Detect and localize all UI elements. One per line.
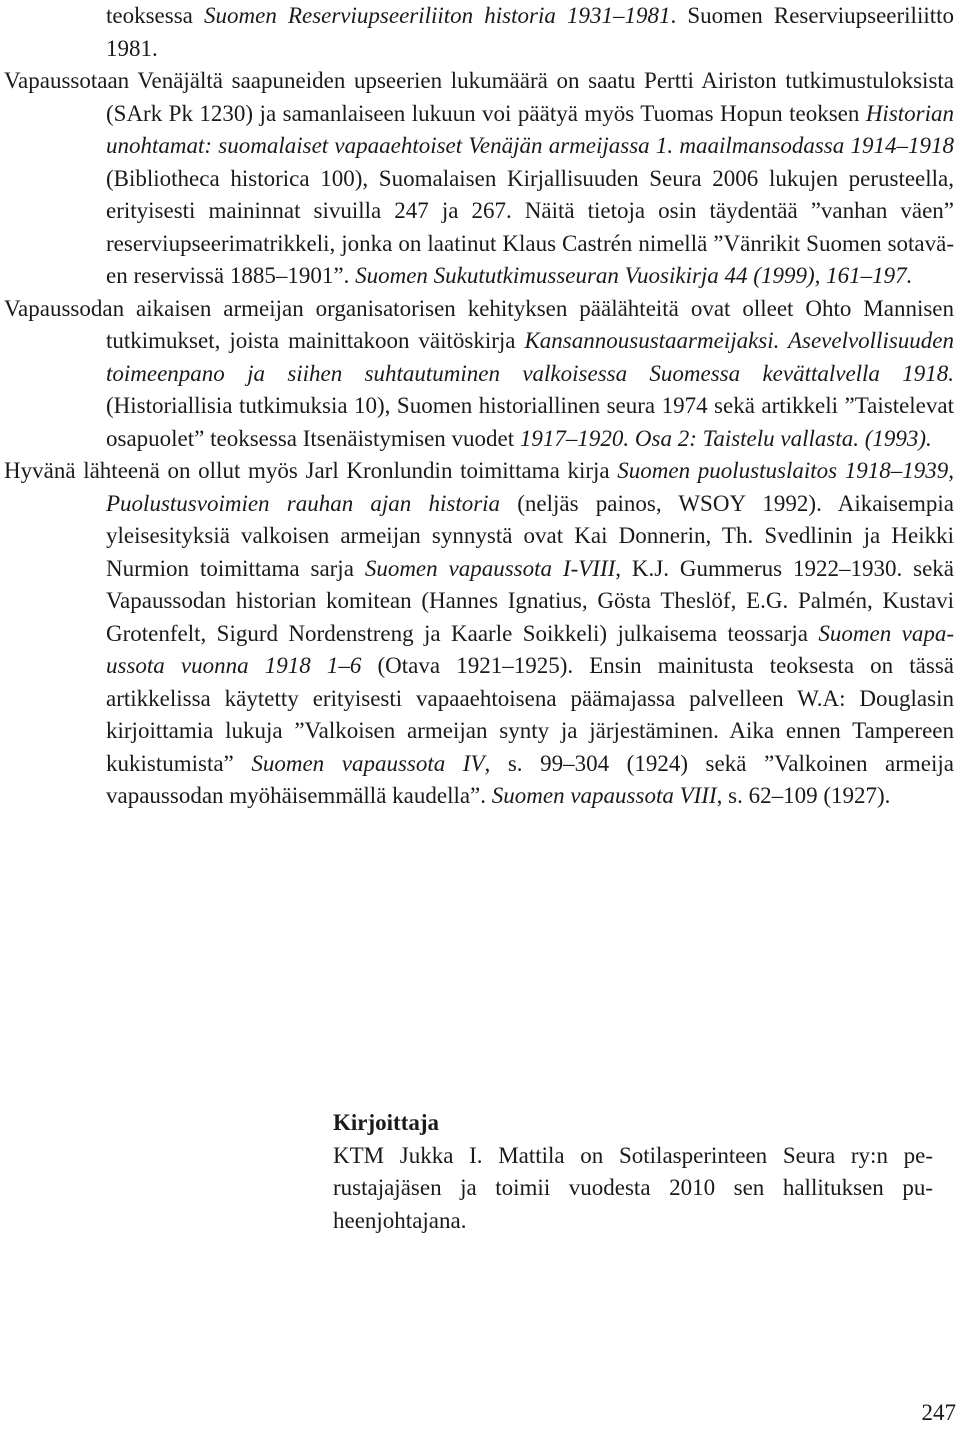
reference-title-italic: Suomen vapaussota I-VIII <box>364 555 616 581</box>
reference-list <box>4 0 954 813</box>
reference-text: , s. 62–109 (1927). <box>716 783 891 808</box>
reference-title-italic: Suomen Sukututkimusseuran Vuosikirja 44 (1999), 161–197. <box>355 263 913 288</box>
page-number: 247 <box>921 1400 956 1425</box>
reference-title-italic: Suomen vapaussota IV <box>251 750 485 776</box>
reference-text: Vapaussotaan Venäjältä saapuneiden upseerien lukumäärä on saatu Pertti Airiston tutkimustuloksista (SArk Pk 1230) ja samanlaiseen lukuun voi päätyä myös Tuomas Hopun teoksen <box>4 68 954 126</box>
reference-title-italic: Suomen vapaussota VIII <box>491 783 717 808</box>
reference-entry <box>4 455 954 813</box>
reference-text: (Bibliotheca historica 100), Suomalaisen Kirjallisuuden Seura 2006 lukujen perusteella, erityisesti maininnat sivuilla 247 ja 267. Näitä tietoja osin täydentää ”vanhan väen” reserviupseerimatrikkeli, jonka on laatinut Klaus Castrén nimellä ”Vänrikit Suomen sotaväen reservissä 1885–1901”. <box>106 165 954 288</box>
reference-text: , s. 99–304 (1924) sekä ”Valkoinen armeija vapaussodan myöhäisemmällä kaudella”. <box>106 750 954 808</box>
reference-text: Vapaussodan aikaisen armeijan organisatorisen kehityksen päälähteitä ovat olleet Ohto Mannisen tutkimukset, joista mainittakoon väitöskirja <box>4 295 954 353</box>
reference-entry <box>4 65 954 293</box>
reference-title-italic: Suomen vapaussota vuonna 1918 1–6 <box>106 620 954 678</box>
reference-title-italic: Kansannousustaarmeijaksi. Asevelvollisuuden toimeenpano ja siihen suhtautuminen valkoisessa Suomessa kevättalvella 1918. <box>106 328 954 386</box>
reference-text: Hyvänä lähteenä on ollut myös Jarl Kronlundin toimittama kirja <box>4 458 618 483</box>
reference-text: teoksessa <box>106 3 204 28</box>
reference-title-italic: Suomen Reserviupseeriliiton historia 1931–1981 <box>204 3 671 28</box>
reference-text: . Suomen Reserviupseeriliitto 1981. <box>106 3 955 61</box>
reference-text: (Historiallisia tutkimuksia 10), Suomen historiallinen seura 1974 sekä artikkeli ”Taistelevat osapuolet” teoksessa Itsenäistymisen vuodet <box>106 393 954 451</box>
author-heading: Kirjoittaja <box>333 1110 440 1135</box>
reference-title-italic: 1917–1920. Osa 2: Taistelu vallasta. (1993). <box>519 425 932 451</box>
reference-text: , K.J. Gummerus 1922–1930. sekä Vapaussodan historian komitean (Hannes Ignatius, Gösta Theslöf, E.G. Palmén, Kustavi Grotenfelt, Sigurd Nordenstreng ja Kaarle Soikkeli) julkaisema teossarja <box>106 555 955 646</box>
reference-title-italic: Suomen puolustuslaitos 1918–1939, Puolustusvoimien rauhan ajan historia <box>106 458 954 516</box>
reference-entry <box>4 293 954 456</box>
author-block <box>333 1107 933 1237</box>
reference-text: (neljäs painos, WSOY 1992). Aikaisempia yleisesityksiä valkoisen armeijan synnystä ovat Kai Donnerin, Th. Svedlinin ja Heikki Nurmion toimittama sarja <box>106 490 955 581</box>
author-bio: KTM Jukka I. Mattila on Sotilasperinteen Seura ry:n perustajajäsen ja toimii vuodesta 2010 sen hallituksen puheenjohtajana. <box>333 1142 933 1233</box>
reference-text: (Otava 1921–1925). Ensin mainitusta teoksesta on tässä artikkelissa käytetty erityisesti vapaaehtoisena päämajassa palvelleen W.A: Douglasin kirjoittamia lukuja ”Valkoisen armeijan synty ja järjestäminen. Aika ennen Tampereen kukistumista” <box>106 653 954 776</box>
reference-title-italic: Historian unohtamat: suomalaiset vapaaehtoiset Venäjän armeijassa 1. maailmansodassa 1914–1918 <box>106 100 954 158</box>
reference-entry <box>4 0 954 65</box>
